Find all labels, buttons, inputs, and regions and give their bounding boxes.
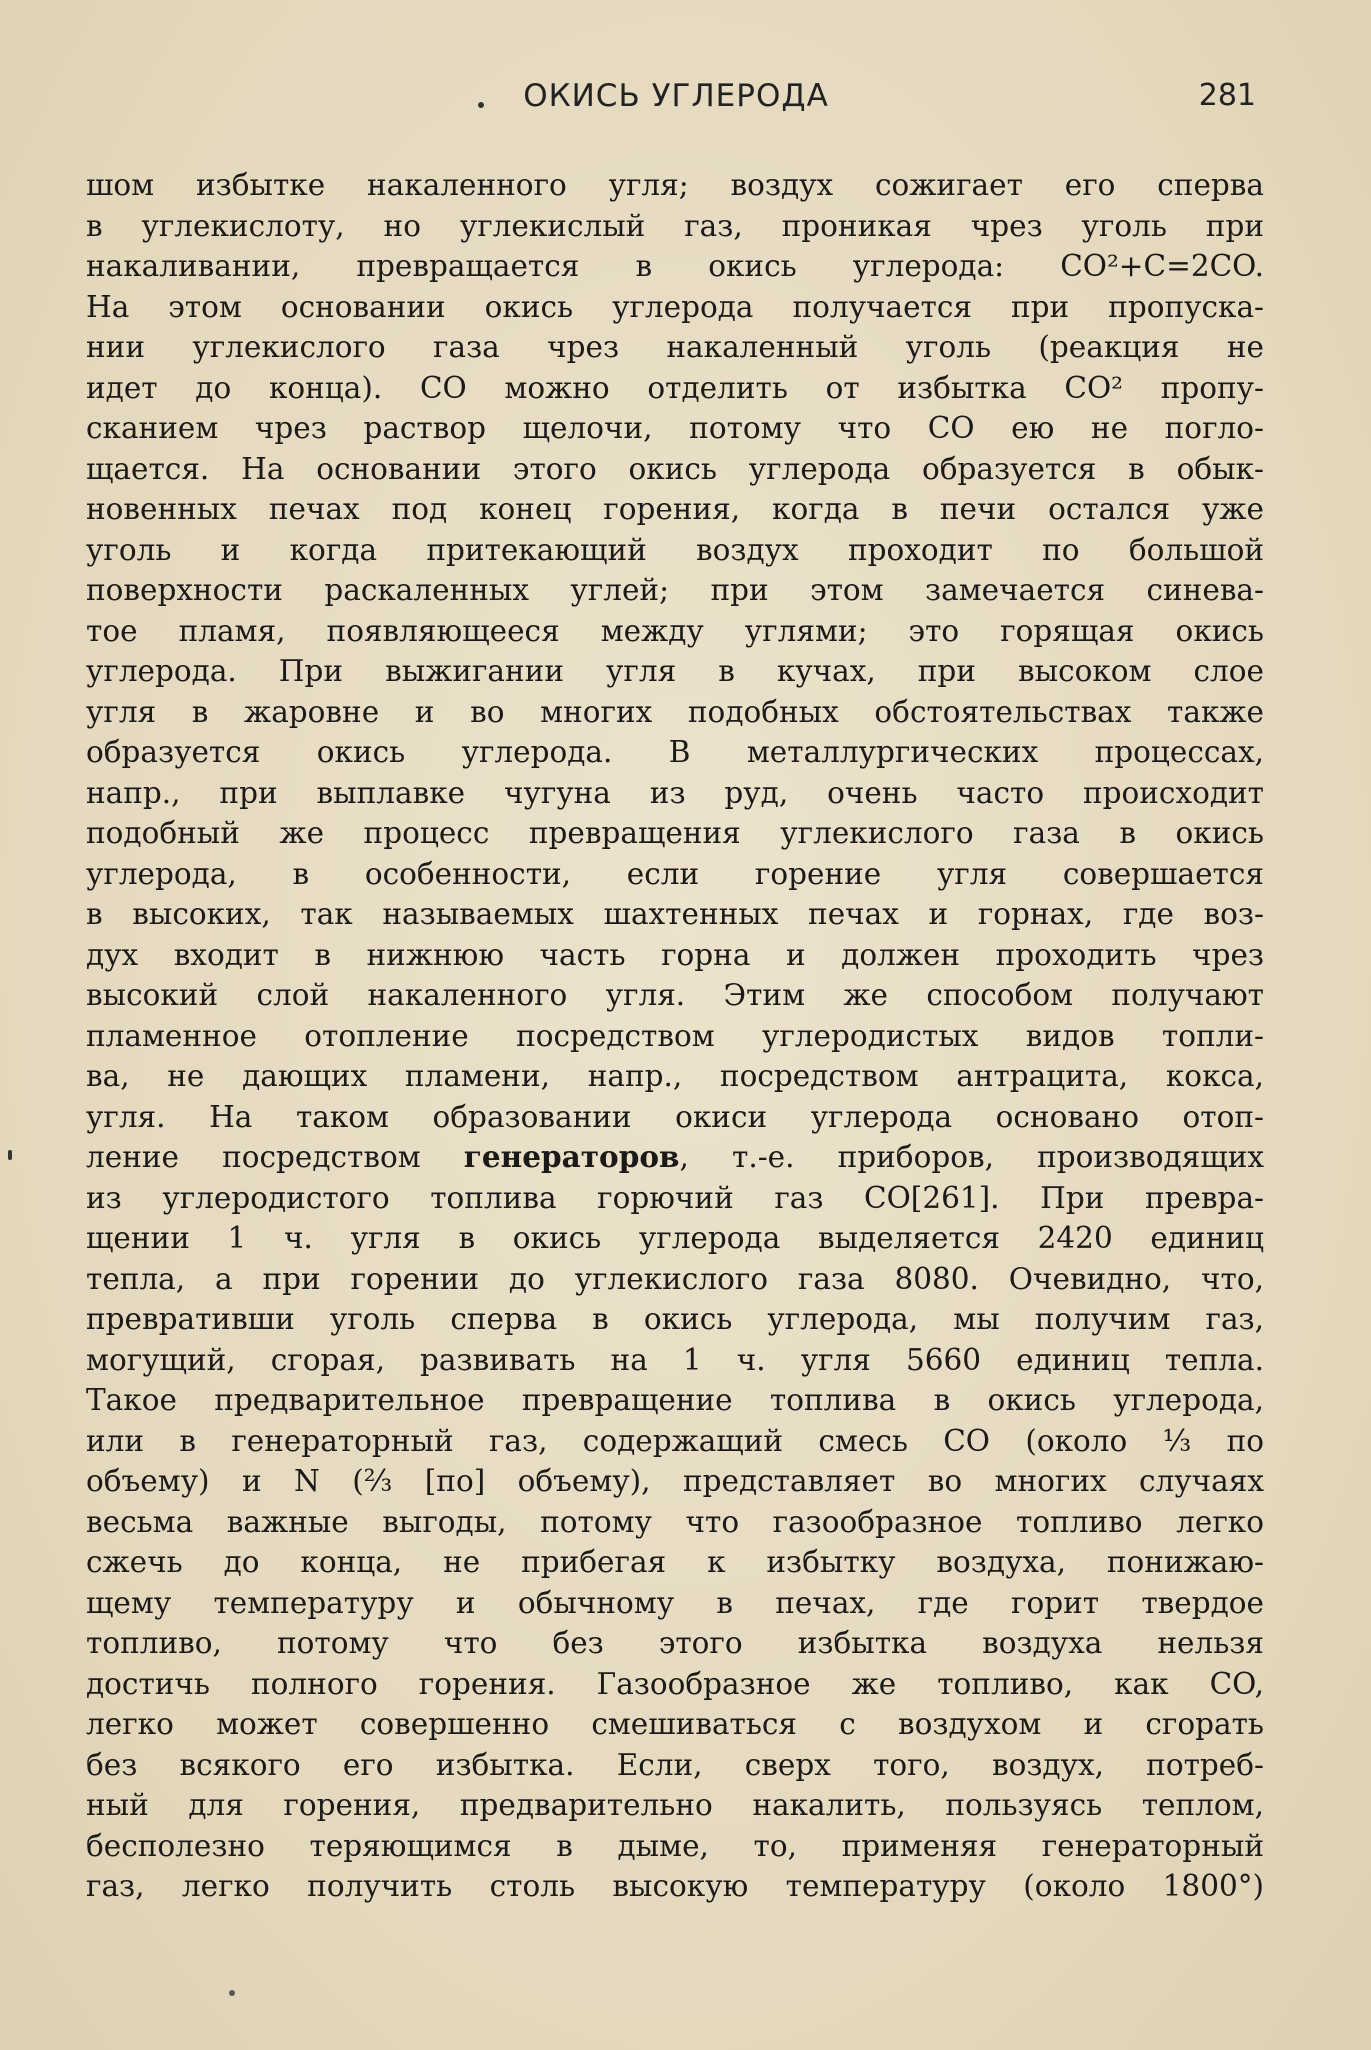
- text-line: щему температуру и обычному в печах, где горит твердое: [86, 1585, 1264, 1620]
- margin-mark: [8, 1150, 12, 1160]
- text-line: весьма важные выгоды, потому что газообразное топливо легко: [86, 1504, 1264, 1539]
- text-line: ный для горения, предварительно накалить, пользуясь теплом,: [86, 1788, 1264, 1822]
- text-line: могущий, сгорая, развивать на 1 ч. угля 5660 единиц тепла.: [86, 1342, 1264, 1377]
- page-header: [86, 78, 1266, 128]
- text-line: в углекислоту, но углекислый газ, проникая чрез уголь при: [86, 208, 1264, 243]
- text-line: На этом основании окись углерода получается при пропуска-: [86, 289, 1264, 324]
- text-line: новенных печах под конец горения, когда в печи остался уже: [86, 492, 1264, 526]
- page-number: 281: [1198, 78, 1256, 113]
- text-fragment: , т.-е. приборов, производящих: [679, 1140, 1264, 1174]
- footer-dot: [229, 1990, 235, 1996]
- text-line: угля. На таком образовании окиси углерода основано отоп-: [86, 1099, 1264, 1134]
- text-line: подобный же процесс превращения углекислого газа в окись: [86, 816, 1264, 850]
- text-line: объему) и N (⅔ [по] объему), представляет во многих случаях: [86, 1464, 1264, 1498]
- text-line: идет до конца). CO можно отделить от избытка CO² пропу-: [86, 370, 1264, 405]
- text-line: сжечь до конца, не прибегая к избытку воздуха, понижаю-: [86, 1545, 1264, 1579]
- text-line: щении 1 ч. угля в окись углерода выделяется 2420 единиц: [86, 1221, 1264, 1255]
- text-line: высокий слой накаленного угля. Этим же способом получают: [86, 978, 1264, 1012]
- text-line: угля в жаровне и во многих подобных обстоятельствах также: [86, 694, 1264, 729]
- text-line: газ, легко получить столь высокую температуру (около 1800°): [86, 1869, 1264, 1903]
- text-line: или в генераторный газ, содержащий смесь CO (около ⅓ по: [86, 1423, 1264, 1458]
- text-line: нии углекислого газа чрез накаленный уголь (реакция не: [86, 330, 1264, 364]
- text-line: достичь полного горения. Газообразное же топливо, как CO,: [86, 1666, 1264, 1701]
- text-line: пламенное отопление посредством углеродистых видов топли-: [86, 1018, 1264, 1053]
- text-line: бесполезно теряющимся в дыме, то, применяя генераторный: [86, 1828, 1264, 1863]
- text-line: без всякого его избытка. Если, сверх того, воздух, потреб-: [86, 1747, 1264, 1782]
- bold-term: генераторов: [463, 1139, 680, 1174]
- text-line: шом избытке накаленного угля; воздух сожигает его сперва: [86, 168, 1264, 202]
- text-line: образуется окись углерода. В металлургических процессах,: [86, 735, 1264, 769]
- text-line: превративши уголь сперва в окись углерода, мы получим газ,: [86, 1302, 1264, 1336]
- text-line: напр., при выплавке чугуна из руд, очень часто происходит: [86, 775, 1264, 810]
- text-line: углерода. При выжигании угля в кучах, при высоком слое: [86, 654, 1264, 688]
- text-line: уголь и когда притекающий воздух проходит по большой: [86, 532, 1264, 567]
- text-line: щается. На основании этого окись углерода образуется в обык-: [86, 451, 1264, 486]
- body-text: [86, 165, 1264, 1907]
- text-fragment: ление посредством: [86, 1140, 464, 1174]
- text-line: легко может совершенно смешиваться с воздухом и сгорать: [86, 1707, 1264, 1741]
- text-line: ва, не дающих пламени, напр., посредством антрацита, кокса,: [86, 1059, 1264, 1093]
- text-line: тепла, а при горении до углекислого газа 8080. Очевидно, что,: [86, 1261, 1264, 1296]
- text-line: Такое предварительное превращение топлива в окись углерода,: [86, 1383, 1264, 1417]
- running-head: ОКИСЬ УГЛЕРОДА: [523, 78, 829, 114]
- text-line: поверхности раскаленных углей; при этом замечается синева-: [86, 573, 1264, 607]
- text-line: в высоких, так называемых шахтенных печах и горнах, где воз-: [86, 897, 1264, 931]
- text-line: из углеродистого топлива горючий газ CO[261]. При превра-: [86, 1180, 1264, 1215]
- text-line: накаливании, превращается в окись углерода: CO²+C=2CO.: [86, 249, 1264, 283]
- text-line: дух входит в нижнюю часть горна и должен проходить чрез: [86, 937, 1264, 972]
- text-line: углерода, в особенности, если горение угля совершается: [86, 856, 1264, 891]
- text-line: топливо, потому что без этого избытка воздуха нельзя: [86, 1626, 1264, 1660]
- text-line: сканием чрез раствор щелочи, потому что CO ею не погло-: [86, 411, 1264, 445]
- text-line-with-term: [86, 1137, 1264, 1178]
- text-line: тое пламя, появляющееся между углями; это горящая окись: [86, 613, 1264, 648]
